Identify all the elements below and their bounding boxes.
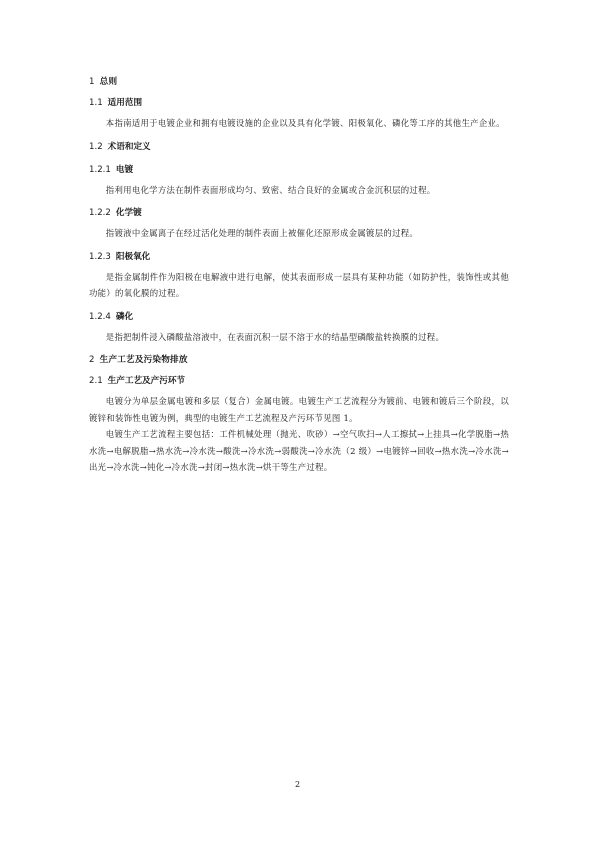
section-number: 1.2.2 xyxy=(89,208,111,218)
section-number: 1.1 xyxy=(89,98,103,108)
section-heading-1-2-3 xyxy=(89,251,509,263)
section-heading-2-1 xyxy=(89,375,509,387)
document-body xyxy=(89,76,509,476)
section-heading-1-2-2 xyxy=(89,207,509,219)
section-number: 1.2.1 xyxy=(89,164,111,175)
paragraph-scope: 本指南适用于电镀企业和拥有电镀设施的企业以及具有化学镀、阳极氧化、磷化等工序的其他生产企业。 xyxy=(105,118,505,128)
section-number: 2.1 xyxy=(89,376,103,386)
paragraph-phosphating: 是指把制件浸入磷酸盐溶液中，在表面沉积一层不溶于水的结晶型磷酸盐转换膜的过程。 xyxy=(105,331,445,342)
section-heading-1-2 xyxy=(89,141,509,153)
section-heading-1-2-1 xyxy=(89,164,509,176)
section-title: 生产工艺及污染物排放 xyxy=(99,355,188,365)
paragraph-process-overview: 电镀分为单层金属电镀和多层（复合）金属电镀。电镀生产工艺流程分为镀前、电镀和镀后三个阶段，以镀锌和装饰性电镀为例，典型的电镀生产工艺流程及产污环节见图 1。 xyxy=(89,396,509,423)
section-title: 化学镀 xyxy=(115,208,142,218)
section-title: 生产工艺及产污环节 xyxy=(107,376,186,386)
section-title: 阳极氧化 xyxy=(115,251,151,262)
paragraph-anodizing: 是指金属制件作为阳极在电解液中进行电解，使其表面形成一层具有某种功能（如防护性，装饰性或其他功能）的氧化膜的过程。 xyxy=(89,271,509,298)
section-title: 术语和定义 xyxy=(107,141,151,152)
paragraph-chemical-plating: 指镀液中金属离子在经过活化处理的制件表面上被催化还原形成金属镀层的过程。 xyxy=(105,228,419,238)
paragraph-electroplating: 指利用电化学方法在制件表面形成均匀、致密、结合良好的金属或合金沉积层的过程。 xyxy=(105,184,436,195)
section-heading-1 xyxy=(89,76,509,88)
section-title: 总则 xyxy=(99,77,118,87)
section-title: 磷化 xyxy=(115,311,134,322)
section-title: 电镀 xyxy=(115,164,134,175)
section-number: 1 xyxy=(89,77,95,87)
section-heading-2 xyxy=(89,354,509,366)
section-number: 2 xyxy=(89,355,95,365)
section-number: 1.2 xyxy=(89,141,103,152)
paragraph-process-flow: 电镀生产工艺流程主要包括：工件机械处理（抛光、吹砂）→空气吹扫→人工擦拭→上挂具→化学脱脂→热水洗→电解脱脂→热水洗→冷水洗→酸洗→冷水洗→弱酸洗→冷水洗（2 级）→电镀锌→回收→热水洗→冷水洗→出光→冷水洗→钝化→冷水洗→封闭→热水洗→烘干等生产过程。 xyxy=(89,429,509,472)
section-heading-1-2-4 xyxy=(89,311,509,323)
section-number: 1.2.4 xyxy=(89,311,111,322)
page-number: 2 xyxy=(294,780,301,789)
section-number: 1.2.3 xyxy=(89,251,111,262)
section-heading-1-1 xyxy=(89,97,509,109)
section-title: 适用范围 xyxy=(107,98,143,108)
